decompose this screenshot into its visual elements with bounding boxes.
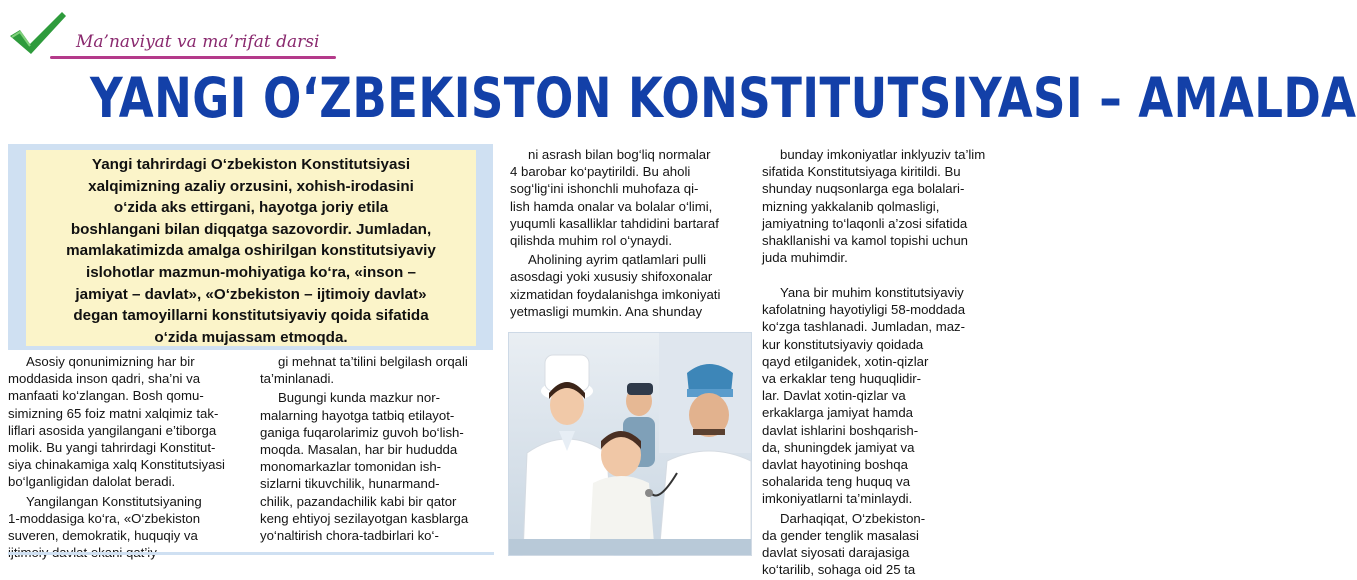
article-paragraph [260, 353, 494, 387]
text-line: kur konstitutsiyaviy qoidada [762, 336, 924, 352]
text-line: asosdagi yoki xususiy shifoxonalar [510, 269, 713, 285]
text-column-4 [762, 146, 994, 268]
text-line: da gender tenglik masalasi [762, 527, 919, 543]
article-paragraph [260, 389, 494, 544]
article-paragraph [8, 353, 244, 491]
article-photo [508, 332, 752, 556]
text-line: Yana bir muhim konstitutsiyaviy [780, 285, 964, 300]
text-line: mizning yakkalanib qolmasligi, [762, 198, 940, 214]
text-line: keng ehtiyoj sezilayotgan kasblarga [260, 510, 469, 526]
section-rubric [6, 8, 336, 60]
article-paragraph [762, 510, 994, 579]
lead-line: mamlakatimizda amalga oshirilgan konstitutsiyaviy [66, 242, 436, 260]
lead-line: boshlangani bilan diqqatga sazovordir. Jumladan, [70, 220, 432, 238]
text-line: yo‘naltirish chora-tadbirlari ko‘- [260, 528, 439, 544]
text-line: suveren, demokratik, huquqiy va [8, 528, 198, 544]
text-line: Aholining ayrim qatlamlari pulli [528, 252, 707, 268]
text-column-2 [260, 353, 494, 546]
text-line: juda muhimdir. [762, 250, 848, 266]
text-line: monomarkazlar tomonidan ish- [260, 459, 442, 475]
text-line: yetmasligi mumkin. Ana shunday [510, 303, 703, 319]
text-line: shakllanishi va kamol topishi uchun [762, 233, 968, 249]
lead-line: degan tamoyillarni konstitutsiyaviy qoida sifatida [73, 307, 429, 325]
text-line: ni asrash bilan bog‘liq normalar [528, 147, 711, 162]
lead-line: islohotlar mazmun-mohiyatiga ko‘ra, «inson – [86, 263, 416, 281]
text-line: 4 barobar ko‘paytirildi. Bu aholi [510, 164, 691, 180]
text-line: yuqumli kasalliklar tahdidini bartaraf [510, 215, 719, 231]
lead-line: o‘zida aks ettirgani, hayotga joriy etila [113, 199, 389, 217]
text-line: va erkaklar teng huquqlidir- [762, 371, 922, 387]
text-line: imkoniyatlarni ta’minlaydi. [762, 491, 913, 507]
text-line: ko‘tarilib, sohaga oid 25 ta [762, 562, 916, 578]
text-line: shunday nuqsonlarga ega bolalari- [762, 181, 965, 197]
rubric-label: Ma’naviyat va ma’rifat darsi [76, 32, 320, 52]
rubric-underline [50, 56, 336, 59]
article-paragraph [762, 284, 994, 508]
text-line: siya chinakamiga xalq Konstitutsiyasi [8, 457, 225, 473]
article-paragraph [510, 251, 744, 320]
lead-line: jamiyat – davlat», «O‘zbekiston – ijtimoiy davlat» [75, 285, 427, 303]
lead-line: Yangi tahrirdagi O‘zbekiston Konstitutsiyasi [91, 156, 411, 173]
text-line: davlat siyosati darajasiga [762, 545, 910, 561]
text-line: lar. Davlat xotin-qizlar va [762, 388, 906, 404]
text-line: qayd etilganidek, xotin-qizlar [762, 353, 929, 369]
checkmark-icon [6, 8, 70, 58]
text-line: malarning hayotga tatbiq etilayot- [260, 407, 455, 423]
text-line: Yangilangan Konstitutsiyaning [26, 493, 202, 509]
text-line: bo‘lganligidan dalolat beradi. [8, 474, 176, 490]
text-line: qilishda muhim rol o‘ynaydi. [510, 233, 672, 249]
text-line: chilik, pazandachilik kabi bir qator [260, 493, 457, 509]
lead-line: o‘zida mujassam etmoqda. [154, 328, 348, 346]
text-line: Bugungi kunda mazkur nor- [278, 390, 441, 406]
lead-line: xalqimizning azaliy orzusini, xohish-irodasini [88, 177, 414, 195]
article-paragraph [510, 146, 744, 249]
lead-frame [8, 144, 493, 350]
text-line: da, shuningdek jamiyat va [762, 439, 915, 455]
text-line: 1-moddasiga ko‘ra, «O‘zbekiston [8, 510, 201, 526]
text-line: bunday imkoniyatlar inklyuziv ta’lim [780, 147, 986, 162]
text-line: sog‘lig‘ini ishonchli muhofaza qi- [510, 181, 699, 197]
text-line: Darhaqiqat, O‘zbekiston- [780, 510, 926, 526]
text-line: jamiyatning to‘laqonli a’zosi sifatida [762, 215, 968, 231]
text-line: davlat hayotining boshqa [762, 457, 908, 473]
lead-paragraph [26, 150, 476, 346]
text-line: gi mehnat ta’tilini belgilash orqali [278, 354, 468, 369]
text-line: moddasida inson qadri, sha’ni va [8, 371, 201, 387]
text-line: sohalarida teng huquq va [762, 474, 911, 490]
text-line: kafolatning hayotiyligi 58-moddada [762, 302, 966, 318]
text-line: ta’minlanadi. [260, 371, 335, 387]
text-line: lish hamda onalar va bolalar o‘limi, [510, 198, 713, 214]
text-line: xizmatidan foydalanishga imkoniyati [510, 286, 721, 302]
text-column-4-lower [762, 284, 994, 580]
text-column-1 [8, 353, 244, 563]
text-line: ganiga fuqarolarimiz guvoh bo‘lish- [260, 424, 464, 440]
text-line: manfaati ko‘zlangan. Bosh qomu- [8, 388, 204, 404]
text-line: simizning 65 foiz matni xalqimiz tak- [8, 405, 219, 421]
text-line: davlat ishlarini boshqarish- [762, 422, 919, 438]
text-line: moqda. Masalan, har bir hududda [260, 442, 458, 458]
text-line: sifatida Konstitutsiyaga kiritildi. Bu [762, 164, 961, 180]
column-divider [8, 552, 494, 555]
text-line: erkaklarga jamiyat hamda [762, 405, 913, 421]
text-line: sizlarni tikuvchilik, hunarmand- [260, 476, 440, 492]
doctor-examining-child-photo-icon [509, 333, 751, 555]
text-line: liflari asosida yangilangani e’tiborga [8, 422, 217, 438]
article-headline: YANGI O‘ZBEKISTON KONSTITUTSIYASI – AMALDA [90, 66, 1357, 130]
text-column-3 [510, 146, 744, 322]
article-paragraph [762, 146, 994, 266]
text-line: Asosiy qonunimizning har bir [26, 354, 195, 369]
text-line: ko‘zga tashlanadi. Jumladan, maz- [762, 319, 966, 335]
text-line: molik. Bu yangi tahrirdagi Konstitut- [8, 440, 216, 456]
